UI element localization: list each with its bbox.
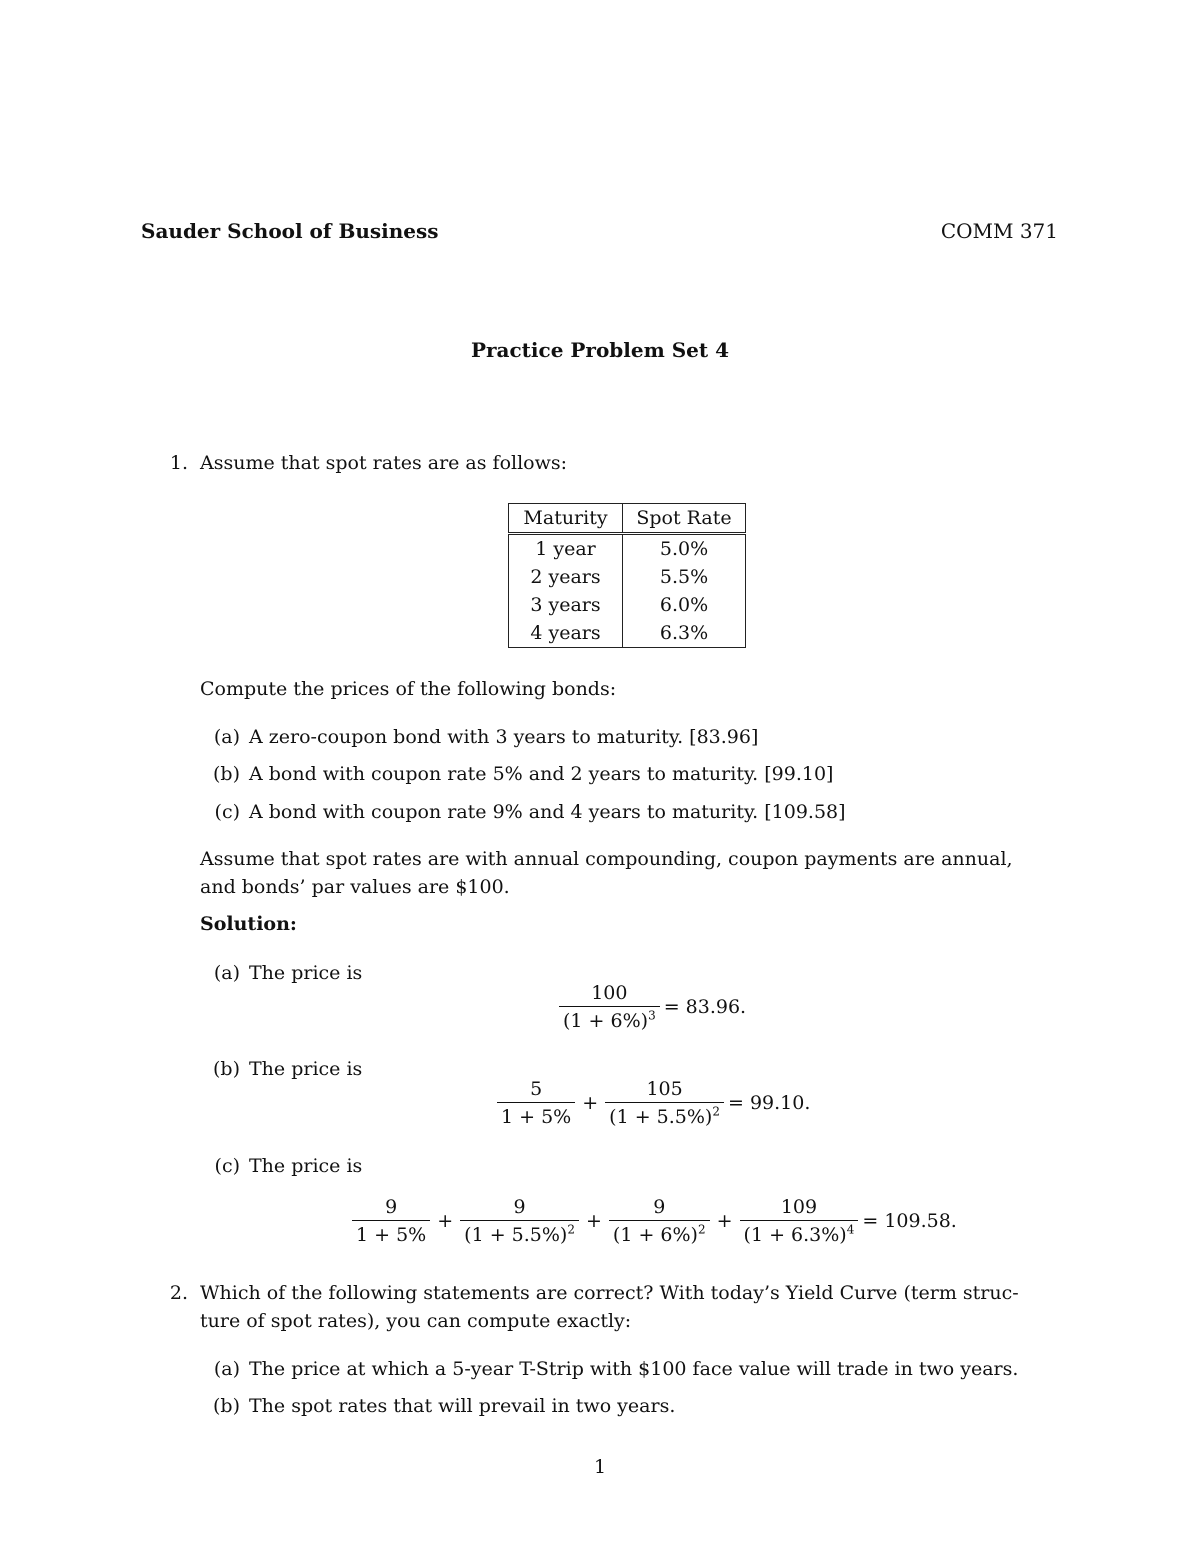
table-header-row bbox=[509, 504, 746, 534]
assumption-line: Assume that spot rates are with annual compounding, coupon payments are annual, bbox=[200, 848, 1013, 870]
fraction bbox=[605, 1079, 724, 1128]
numerator: 5 bbox=[530, 1078, 543, 1100]
equation-b bbox=[493, 1079, 810, 1128]
spot-rate-table bbox=[508, 503, 746, 648]
exponent: 2 bbox=[697, 1222, 706, 1237]
table-cell: 3 years bbox=[509, 591, 623, 619]
plus-sign: + bbox=[582, 1092, 599, 1115]
fraction bbox=[460, 1197, 579, 1246]
table-cell: 5.5% bbox=[659, 566, 709, 588]
question-number: 1. bbox=[169, 452, 188, 474]
denominator: 1 + 5% bbox=[497, 1102, 575, 1128]
solution-text: The price is bbox=[249, 1058, 363, 1080]
solution-label: (a) bbox=[213, 962, 240, 984]
numerator: 9 bbox=[653, 1196, 666, 1218]
item-text: A bond with coupon rate 9% and 4 years to maturity. [109.58] bbox=[249, 801, 846, 823]
solution-label: (b) bbox=[213, 1058, 240, 1080]
solution-heading: Solution: bbox=[200, 913, 297, 935]
numerator: 9 bbox=[385, 1196, 398, 1218]
assumption-line: and bonds’ par values are $100. bbox=[200, 876, 510, 898]
denominator: $(1 + 5.5\%)^2$ bbox=[605, 1102, 724, 1128]
plus-sign: + bbox=[716, 1210, 733, 1233]
course-code: COMM 371 bbox=[940, 219, 1058, 243]
item-label: (b) bbox=[213, 1395, 240, 1417]
denominator: $(1 + 6\%)^3$ bbox=[559, 1006, 660, 1032]
item-text: A bond with coupon rate 5% and 2 years to maturity. [99.10] bbox=[249, 763, 834, 785]
equation-result: = 83.96. bbox=[663, 996, 747, 1019]
exponent: 2 bbox=[712, 1104, 720, 1119]
table-cell: 4 years bbox=[509, 619, 623, 648]
table-header-spot-rate: Spot Rate bbox=[623, 504, 746, 534]
numerator: 9 bbox=[513, 1196, 526, 1218]
table-row bbox=[509, 534, 746, 564]
solution-text: The price is bbox=[249, 1155, 363, 1177]
compute-instruction: Compute the prices of the following bonds: bbox=[200, 678, 617, 700]
numerator: 100 bbox=[591, 982, 628, 1004]
fraction bbox=[740, 1197, 859, 1246]
table-cell: 6.3% bbox=[659, 622, 709, 644]
table-row bbox=[509, 563, 746, 591]
solution-text: The price is bbox=[249, 962, 363, 984]
page-number: 1 bbox=[593, 1456, 607, 1478]
equation-a bbox=[555, 983, 746, 1032]
table-cell: 2 years bbox=[509, 563, 623, 591]
denominator: 1 + 5% bbox=[352, 1220, 430, 1246]
denominator: $(1 + 5.5\%)^2$ bbox=[460, 1220, 579, 1246]
denominator: $(1 + 6.3\%)^4$ bbox=[740, 1220, 859, 1246]
item-label: (a) bbox=[213, 726, 240, 748]
item-label: (b) bbox=[213, 763, 240, 785]
exponent: 3 bbox=[648, 1008, 656, 1023]
plus-sign: + bbox=[437, 1210, 454, 1233]
exponent: 4 bbox=[846, 1222, 855, 1237]
page-title: Practice Problem Set 4 bbox=[470, 338, 730, 362]
denominator: $(1 + 6\%)^2$ bbox=[609, 1220, 710, 1246]
question-number: 2. bbox=[169, 1282, 188, 1304]
fraction bbox=[497, 1079, 575, 1128]
item-label: (c) bbox=[214, 801, 240, 823]
table-cell: 5.0% bbox=[659, 538, 709, 560]
table-header-maturity: Maturity bbox=[509, 504, 623, 534]
table-row bbox=[509, 619, 746, 648]
solution-label: (c) bbox=[214, 1155, 240, 1177]
item-text: The spot rates that will prevail in two years. bbox=[249, 1395, 676, 1417]
fraction bbox=[352, 1197, 430, 1246]
question-line: ture of spot rates), you can compute exactly: bbox=[200, 1310, 632, 1332]
exponent: 2 bbox=[567, 1222, 575, 1237]
numerator: 105 bbox=[646, 1078, 683, 1100]
table-cell: 6.0% bbox=[659, 594, 709, 616]
fraction bbox=[609, 1197, 710, 1246]
equation-result: = 109.58. bbox=[862, 1210, 957, 1233]
question-line: Which of the following statements are correct? With today’s Yield Curve (term struc- bbox=[200, 1282, 1019, 1304]
equation-c bbox=[348, 1197, 957, 1246]
table-cell: 1 year bbox=[509, 534, 623, 564]
equation-result: = 99.10. bbox=[727, 1092, 811, 1115]
school-name: Sauder School of Business bbox=[141, 219, 439, 243]
question-prompt: Assume that spot rates are as follows: bbox=[200, 452, 568, 474]
table-row bbox=[509, 591, 746, 619]
fraction bbox=[559, 983, 660, 1032]
numerator: 109 bbox=[780, 1196, 818, 1218]
item-label: (a) bbox=[213, 1358, 240, 1380]
item-text: The price at which a 5-year T-Strip with $100 face value will trade in two years. bbox=[249, 1358, 1019, 1380]
item-text: A zero-coupon bond with 3 years to maturity. [83.96] bbox=[249, 726, 759, 748]
plus-sign: + bbox=[585, 1210, 602, 1233]
